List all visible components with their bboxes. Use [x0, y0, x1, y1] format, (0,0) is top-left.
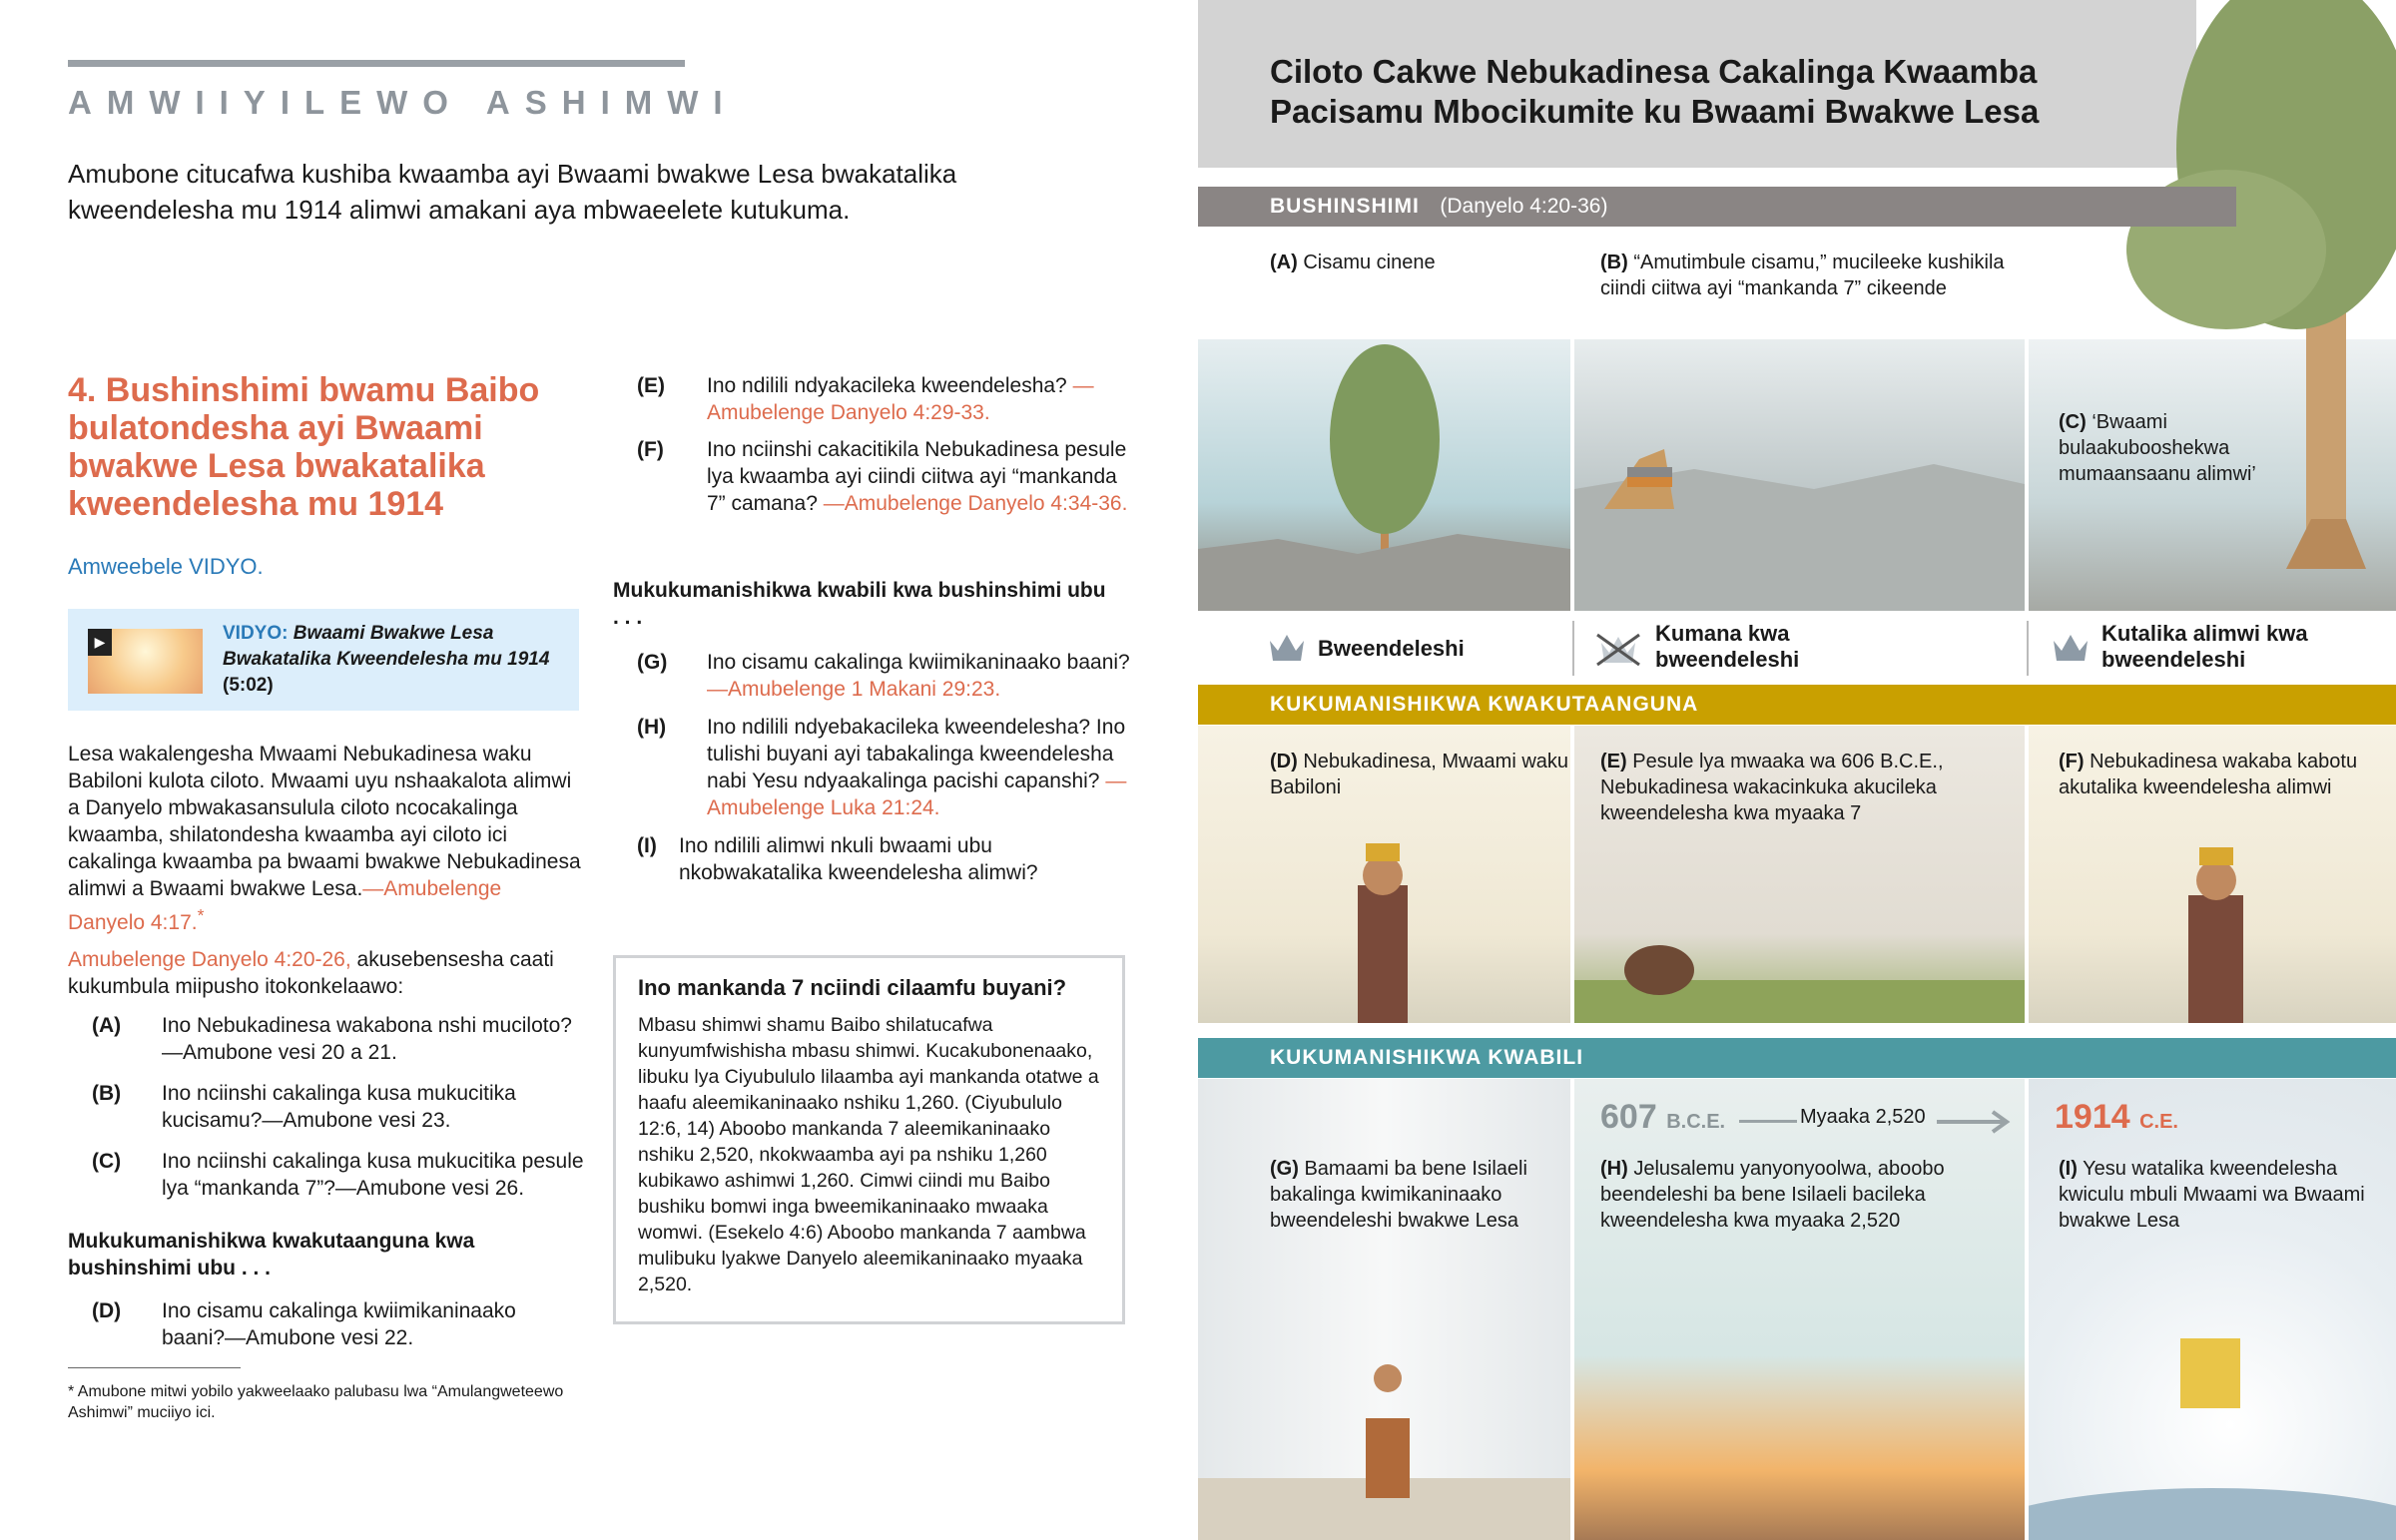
image-kings-of-israel — [1198, 1079, 1570, 1540]
title-line: Pacisamu Mbocikumite ku Bwaami Bwakwe Lesa — [1270, 93, 2040, 130]
scripture-link[interactable]: —Amubelenge Luka 21:24. — [707, 770, 1127, 819]
sidebar-box — [613, 955, 1125, 1324]
question-text: Ino nciinshi cakalinga kusa mukucitika kucisamu?—Amubone vesi 23. — [162, 1082, 516, 1132]
question-key: (A) — [92, 1014, 122, 1037]
image-tree-stump — [1574, 339, 2025, 611]
status-rule-ended: Kumana kwa bweendeleshi — [1655, 621, 1800, 672]
footnote: * Amubone mitwi yobilo yakweelaako palubasu lwa “Amulangweteewo Ashimwi” muciiyo ici. — [68, 1383, 564, 1421]
end-era: C.E. — [2139, 1111, 2178, 1133]
caption-key: (G) — [1270, 1158, 1299, 1180]
caption-key: (H) — [1600, 1158, 1628, 1180]
question-c — [92, 1148, 589, 1202]
band-prophecy — [1198, 187, 2236, 227]
caption-key: (I) — [2059, 1158, 2078, 1180]
caption-e — [1600, 749, 2000, 826]
question-h — [637, 714, 1136, 821]
footnote-marker[interactable]: * — [197, 905, 205, 925]
watch-video-link[interactable]: Amweebele VIDYO. — [68, 554, 264, 579]
caption-i — [2059, 1156, 2378, 1234]
caption-key: (B) — [1600, 252, 1628, 273]
video-title[interactable]: Bwaami Bwakwe Lesa Bwakatalika Kweendelesha mu 1914 — [223, 623, 550, 670]
caption-key: (D) — [1270, 751, 1298, 772]
column-divider — [2027, 621, 2029, 676]
chart-title — [1270, 52, 2039, 132]
box-title: Ino mankanda 7 nciindi cilaamfu buyani? — [638, 975, 1067, 1000]
question-text: Ino cisamu cakalinga kwiimikaninaako baani?—Amubone vesi 22. — [162, 1299, 516, 1349]
tree-illustration — [1198, 339, 1570, 611]
band-reference[interactable]: (Danyelo 4:20-36) — [1440, 195, 1608, 218]
question-text: Ino nciinshi cakacitikila Nebukadinesa pesule lya kwaamba ayi ciindi ciitwa ayi “mankanda 7” camana? — [707, 438, 1127, 515]
image-heavenly-throne — [2029, 1079, 2396, 1540]
question-a — [92, 1012, 581, 1066]
video-label: VIDYO: — [223, 623, 289, 644]
caption-f — [2059, 749, 2378, 800]
caption-text: Cisamu cinene — [1303, 252, 1436, 273]
question-key: (E) — [637, 374, 665, 397]
timeline-end — [2055, 1098, 2178, 1137]
caption-text: Nebukadinesa wakaba kabotu akutalika kweendelesha alimwi — [2059, 751, 2358, 798]
status-rule-resumed: Kutalika alimwi kwa bweendeleshi — [2101, 621, 2308, 672]
paragraph — [68, 946, 582, 1000]
question-key: (G) — [637, 651, 668, 674]
question-text: Ino Nebukadinesa wakabona nshi muciloto?—Amubone vesi 20 a 21. — [162, 1014, 572, 1064]
column-divider — [1572, 621, 1574, 676]
subheading-first-fulfillment: Mukukumanishikwa kwakutaanguna kwa bushinshimi ubu . . . — [68, 1230, 475, 1280]
scripture-link[interactable]: —Amubelenge Danyelo 4:17. — [68, 877, 502, 934]
question-e — [637, 372, 1136, 426]
timeline-start — [1600, 1098, 1725, 1137]
crossed-crown-icon — [1595, 631, 1641, 667]
footnote-divider — [68, 1367, 241, 1368]
large-tree-illustration — [2106, 0, 2396, 611]
question-text: Ino nciinshi cakalinga kusa mukucitika pesule lya “mankanda 7”?—Amubone vesi 26. — [162, 1150, 584, 1200]
video-duration: (5:02) — [223, 675, 274, 696]
paragraph-text: Lesa wakalengesha Mwaami Nebukadinesa waku Babiloni kulota ciloto. Mwaami uyu nshaakalota alimwi a Danyelo mbwakasansulula ciloto ncocakalinga kwaamba, shilatondesha kwaamba ayi ciloto ici cakalinga kwaamba pa bwaami bwakwe Nebukadinesa alimwi a Bwaami bwakwe Lesa. — [68, 743, 581, 900]
caption-b — [1600, 250, 2020, 301]
question-i — [637, 832, 1136, 886]
crown-icon — [1268, 633, 1306, 663]
caption-text: Nebukadinesa, Mwaami waku Babiloni — [1270, 751, 1569, 798]
scripture-link[interactable]: —Amubelenge Danyelo 4:34-36. — [823, 492, 1128, 515]
paragraph — [68, 741, 582, 936]
timeline-line — [1739, 1120, 1797, 1123]
caption-h — [1600, 1156, 2010, 1234]
caption-c — [2059, 409, 2298, 487]
title-line: Ciloto Cakwe Nebukadinesa Cakalinga Kwaamba — [1270, 53, 2038, 90]
scripture-link[interactable]: —Amubelenge 1 Makani 29:23. — [707, 678, 1001, 701]
play-icon[interactable]: ▶ — [88, 629, 112, 656]
video-card[interactable] — [68, 609, 579, 711]
band-first-fulfillment: KUKUMANISHIKWA KWAKUTAANGUNA — [1198, 685, 2396, 725]
caption-key: (E) — [1600, 751, 1627, 772]
timeline-span: Myaaka 2,520 — [1800, 1106, 1926, 1128]
arrow-right-icon — [1937, 1108, 2012, 1136]
video-info — [223, 621, 572, 699]
question-text: Ino ndilili alimwi nkuli bwaami ubu nkobwakatalika kweendelesha alimwi? — [679, 834, 1038, 884]
crown-icon — [2052, 633, 2090, 663]
question-key: (D) — [92, 1299, 122, 1322]
band-second-fulfillment: KUKUMANISHIKWA KWABILI — [1198, 1038, 2396, 1078]
question-text: Ino ndilili ndyakacileka kweendelesha? — [707, 374, 1073, 397]
caption-a — [1270, 250, 1569, 275]
scripture-link[interactable]: Amubelenge Danyelo 4:20-26, — [68, 948, 351, 971]
caption-text: “Amutimbule cisamu,” mucileeke kushikila ciindi ciitwa ayi “mankanda 7” cikeende — [1600, 252, 2005, 299]
caption-g — [1270, 1156, 1559, 1234]
caption-key: (C) — [2059, 411, 2087, 433]
subheading-second-fulfillment: Mukukumanishikwa kwabili kwa bushinshimi ubu . . . — [613, 579, 1106, 629]
question-b — [92, 1080, 581, 1134]
chart-title-box — [1198, 0, 2196, 168]
video-thumbnail[interactable] — [88, 629, 203, 694]
status-rule: Bweendeleshi — [1318, 636, 1465, 661]
scripture-link[interactable]: —Amubelenge Danyelo 4:29-33. — [707, 374, 1094, 424]
box-body: Mbasu shimwi shamu Baibo shilatucafwa kunyumfwishisha mbasu shimwi. Kucakubonenaako, libuku lya Ciyubululo lilaamba ayi mankanda otatwe a haafu aleemikaninaako nshiku 1,260. (Ciyubululo 12:6, 14) Aboobo mankanda 7 aleemikaninaako nshiku 2,520, nkokwaamba ayi pa nshiku 1,260 kubikawo ashimwi 1,260. Cimwi ciindi mu Baibo bushiku bomwi inga bweemikaninaako mwaaka womwi. (Esekelo 4:6) Aboobo mankanda 7 aambwa mulibuku lyakwe Danyelo aleemikaninaako myaaka 2,520. — [638, 1014, 1099, 1295]
caption-text: Bamaami ba bene Isilaeli bakalinga kwimikaninaako bweendeleshi bwakwe Lesa — [1270, 1158, 1527, 1232]
paragraph-text: akusebensesha caati kukumbula miipusho itokonkelaawo: — [68, 948, 554, 998]
question-key: (C) — [92, 1150, 122, 1173]
caption-d — [1270, 749, 1569, 800]
section-kicker: AMWIIYILEWO ASHIMWI — [68, 84, 738, 121]
question-key: (B) — [92, 1082, 122, 1105]
section-heading: 4. Bushinshimi bwamu Baibo bulatondesha ayi Bwaami bwakwe Lesa bwakatalika kweendelesha mu 1914 — [68, 371, 540, 523]
start-year: 607 — [1600, 1098, 1657, 1136]
intro-text: Amubone citucafwa kushiba kwaamba ayi Bwaami bwakwe Lesa bwakatalika kweendelesha mu 1914 alimwi amakani aya mbwaeelete kutukuma. — [68, 159, 957, 225]
question-d — [92, 1297, 581, 1351]
question-key: (I) — [637, 834, 657, 857]
image-jerusalem-destroyed — [1574, 1079, 2025, 1540]
caption-key: (A) — [1270, 252, 1298, 273]
caption-text: ‘Bwaami bulaakubooshekwa mumaansaanu alimwi’ — [2059, 411, 2256, 485]
question-f — [637, 436, 1136, 517]
start-era: B.C.E. — [1666, 1111, 1726, 1133]
question-key: (H) — [637, 716, 667, 739]
caption-key: (F) — [2059, 751, 2085, 772]
image-great-tree — [1198, 339, 1570, 611]
caption-text: Jelusalemu yanyonyoolwa, aboobo beendeleshi ba bene Isilaeli bacileka kweendelesha kwa myaaka 2,520 — [1600, 1158, 1945, 1232]
stump-illustration — [1574, 339, 2025, 611]
caption-text: Yesu watalika kweendelesha kwiculu mbuli Mwaami wa Bwaami bwakwe Lesa — [2059, 1158, 2365, 1232]
question-key: (F) — [637, 438, 664, 461]
band-label: BUSHINSHIMI — [1270, 195, 1420, 218]
end-year: 1914 — [2055, 1098, 2130, 1136]
top-rule — [68, 60, 685, 67]
question-text: Ino cisamu cakalinga kwiimikaninaako baani? — [707, 651, 1130, 674]
question-text: Ino ndilili ndyebakacileka kweendelesha? Ino tulishi buyani ayi tabakalinga kweendelesha nabi Yesu ndyaakalinga pacishi capanshi? — [707, 716, 1126, 792]
question-g — [637, 649, 1136, 703]
caption-text: Pesule lya mwaaka wa 606 B.C.E., Nebukadinesa wakacinkuka akucileka kweendelesha kwa myaaka 7 — [1600, 751, 1944, 824]
